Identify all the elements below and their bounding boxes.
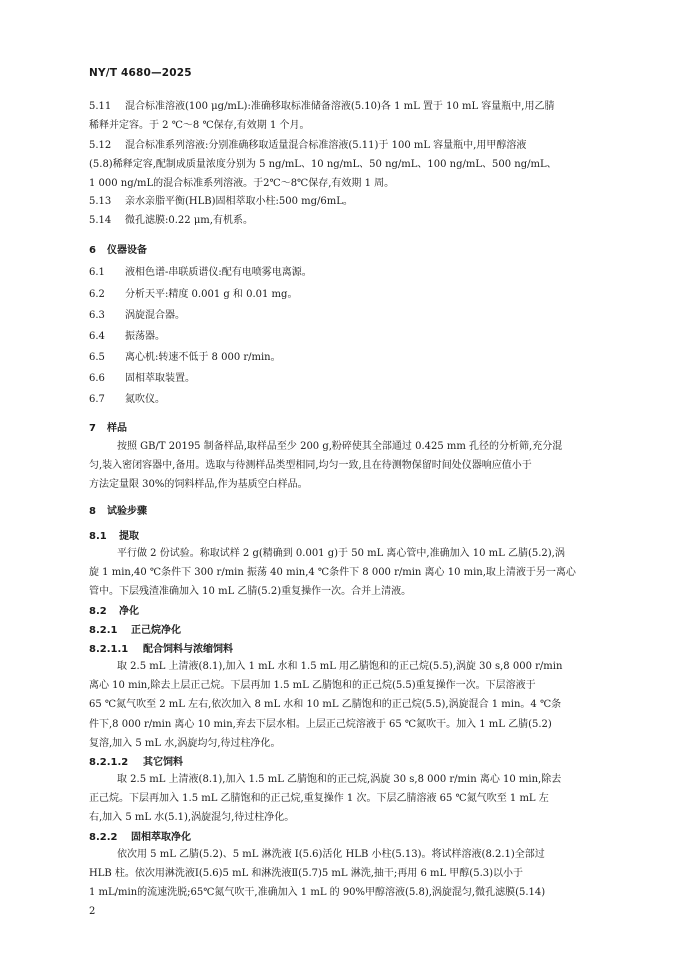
clause-number: 5.13 <box>89 196 112 207</box>
clause-text: 固相萃取装置。 <box>125 373 195 384</box>
clause-line: (5.8)稀释定容,配制成质量浓度分别为 5 ng/mL、10 ng/mL、50 ng/mL、100 ng/mL、500 ng/mL、 <box>89 159 557 170</box>
paragraph-line: 1 mL/min的流速洗脱;65℃氮气吹干,准确加入 1 mL 的 90%甲醇溶液(5.8),涡旋混匀,微孔滤膜(5.14) <box>89 887 546 899</box>
subsection-title: 配合饲料与浓缩饲料 <box>143 644 233 655</box>
clause-6-3 <box>89 306 601 325</box>
clause-number: 6.4 <box>89 331 105 342</box>
paragraph-line: 按照 GB/T 20195 制备样品,取样品至少 200 g,粉碎使其全部通过 0.425 mm 孔径的分析筛,充分混 <box>117 441 563 452</box>
paragraph-line: 平行做 2 份试验。称取试样 2 g(精确到 0.001 g)于 50 mL 离心管中,准确加入 10 mL 乙腈(5.2),涡 <box>117 548 565 559</box>
paragraph-line: 复溶,加入 5 mL 水,涡旋均匀,待过柱净化。 <box>89 737 281 749</box>
clause-number: 6.7 <box>89 394 105 405</box>
other-feed-paragraph <box>89 770 603 828</box>
paragraph-line: 匀,装入密闭容器中,备用。选取与待测样品类型相同,均匀一致,且在待测物保留时间处仪器响应值小于 <box>89 460 532 472</box>
section-7-heading <box>89 419 127 434</box>
paragraph-line: 离心 10 min,除去上层正己烷。下层再加 1.5 mL 乙腈饱和的正己烷(5.5)重复操作一次。下层溶液于 <box>89 680 536 692</box>
section-title: 仪器设备 <box>107 245 147 256</box>
paragraph-line: HLB 柱。依次用淋洗液Ⅰ(5.6)5 mL 和淋洗液Ⅱ(5.7)5 mL 淋洗,抽干;再用 6 mL 甲醇(5.3)以小于 <box>89 868 524 880</box>
clause-6-4 <box>89 327 601 346</box>
subsection-number: 8.2 <box>89 606 107 617</box>
paragraph-line: 管中。下层残渣准确加入 10 mL 乙腈(5.2)重复操作一次。合并上清液。 <box>89 586 412 598</box>
section-number: 7 <box>89 423 96 434</box>
paragraph-line: 取 2.5 mL 上清液(8.1),加入 1 mL 水和 1.5 mL 用乙腈饱和的正己烷(5.5),涡旋 30 s,8 000 r/min <box>117 661 563 672</box>
clause-number: 6.5 <box>89 352 105 363</box>
subsection-number: 8.2.2 <box>89 832 118 843</box>
clause-5-13 <box>89 192 601 211</box>
clause-6-7 <box>89 390 601 409</box>
section-title: 试验步骤 <box>107 506 147 517</box>
subsection-title: 固相萃取净化 <box>131 832 191 843</box>
subsection-8-2-2-heading <box>89 828 191 843</box>
clause-5-11 <box>89 97 601 135</box>
clause-number: 6.3 <box>89 310 105 321</box>
section-title: 样品 <box>107 423 127 434</box>
subsection-8-2-1-heading <box>89 621 181 636</box>
clause-text: 涡旋混合器。 <box>125 310 185 321</box>
clause-line: 稀释并定容。于 2 ℃～8 ℃保存,有效期 1 个月。 <box>89 120 310 131</box>
subsection-title: 正己烷净化 <box>131 625 181 636</box>
paragraph-line: 65 ℃氮气吹至 2 mL 左右,依次加入 8 mL 水和 10 mL 乙腈饱和的正己烷(5.5),涡旋混合 1 min。4 ℃条 <box>89 699 562 711</box>
clause-line: 混合标准溶液(100 μg/mL):准确移取标准储备溶液(5.10)各 1 mL 置于 10 mL 容量瓶中,用乙腈 <box>125 101 555 112</box>
subsection-8-2-1-1-heading <box>89 640 233 655</box>
paragraph-line: 正己烷。下层再加入 1.5 mL 乙腈饱和的正己烷,重复操作 1 次。下层乙腈溶液 65 ℃氮气吹至 1 mL 左 <box>89 793 549 805</box>
paragraph-line: 方法定量限 30%的饲料样品,作为基质空白样品。 <box>89 479 308 491</box>
subsection-number: 8.2.1 <box>89 625 118 636</box>
subsection-title: 净化 <box>119 606 139 617</box>
clause-line: 亲水亲脂平衡(HLB)固相萃取小柱:500 mg/6mL。 <box>125 196 353 207</box>
clause-text: 氮吹仪。 <box>125 394 165 405</box>
clause-text: 分析天平:精度 0.001 g 和 0.01 mg。 <box>125 289 298 300</box>
subsection-number: 8.2.1.1 <box>89 644 129 655</box>
subsection-number: 8.2.1.2 <box>89 757 129 768</box>
clause-number: 6.1 <box>89 267 105 278</box>
section-number: 6 <box>89 245 96 256</box>
section-6-heading <box>89 241 147 256</box>
clause-5-12 <box>89 136 601 193</box>
subsection-title: 其它饲料 <box>143 757 183 768</box>
clause-line: 微孔滤膜:0.22 μm,有机系。 <box>125 215 253 226</box>
clause-number: 5.14 <box>89 215 112 226</box>
clause-line: 1 000 ng/mL的混合标准系列溶液。于2℃～8℃保存,有效期 1 周。 <box>89 178 395 189</box>
clause-text: 离心机:转速不低于 8 000 r/min。 <box>125 352 281 363</box>
paragraph-line: 取 2.5 mL 上清液(8.1),加入 1.5 mL 乙腈饱和的正己烷,涡旋 30 s,8 000 r/min 离心 10 min,除去 <box>117 774 562 785</box>
paragraph-line: 右,加入 5 mL 水(5.1),涡旋混匀,待过柱净化。 <box>89 812 295 824</box>
clause-line: 混合标准系列溶液:分别准确移取适量混合标准溶液(5.11)于 100 mL 容量瓶中,用甲醇溶液 <box>125 140 527 151</box>
paragraph-line: 旋 1 min,40 ℃条件下 300 r/min 振荡 40 min,4 ℃条件下 8 000 r/min 离心 10 min,取上清液于另一离心 <box>89 567 576 579</box>
clause-6-5 <box>89 348 601 367</box>
clause-6-2 <box>89 285 601 304</box>
clause-6-6 <box>89 369 601 388</box>
clause-number: 6.6 <box>89 373 105 384</box>
clause-5-14 <box>89 211 601 230</box>
standard-code-header: NY/T 4680—2025 <box>89 67 192 79</box>
extraction-paragraph <box>89 544 603 602</box>
section-8-heading <box>89 502 147 517</box>
clause-number: 5.12 <box>89 140 112 151</box>
clause-6-1 <box>89 263 601 282</box>
paragraph-line: 件下,8 000 r/min 离心 10 min,弃去下层水相。上层正己烷溶液于 65 ℃氮吹干。加入 1 mL 乙腈(5.2) <box>89 718 552 730</box>
clause-number: 5.11 <box>89 101 112 112</box>
section-number: 8 <box>89 506 96 517</box>
clause-text: 液相色谱-串联质谱仪:配有电喷雾电离源。 <box>125 267 312 278</box>
paragraph-line: 依次用 5 mL 乙腈(5.2)、5 mL 淋洗液 I(5.6)活化 HLB 小柱(5.13)。将试样溶液(8.2.1)全部过 <box>117 849 545 860</box>
spe-paragraph <box>89 845 603 903</box>
subsection-8-2-1-2-heading <box>89 753 183 768</box>
page-number: 2 <box>89 906 96 917</box>
clause-number: 6.2 <box>89 289 105 300</box>
subsection-8-1-heading <box>89 527 139 542</box>
sample-paragraph <box>89 437 603 495</box>
subsection-number: 8.1 <box>89 531 107 542</box>
compound-feed-paragraph <box>89 657 603 753</box>
subsection-title: 提取 <box>119 531 139 542</box>
clause-text: 振荡器。 <box>125 331 165 342</box>
subsection-8-2-heading <box>89 602 139 617</box>
